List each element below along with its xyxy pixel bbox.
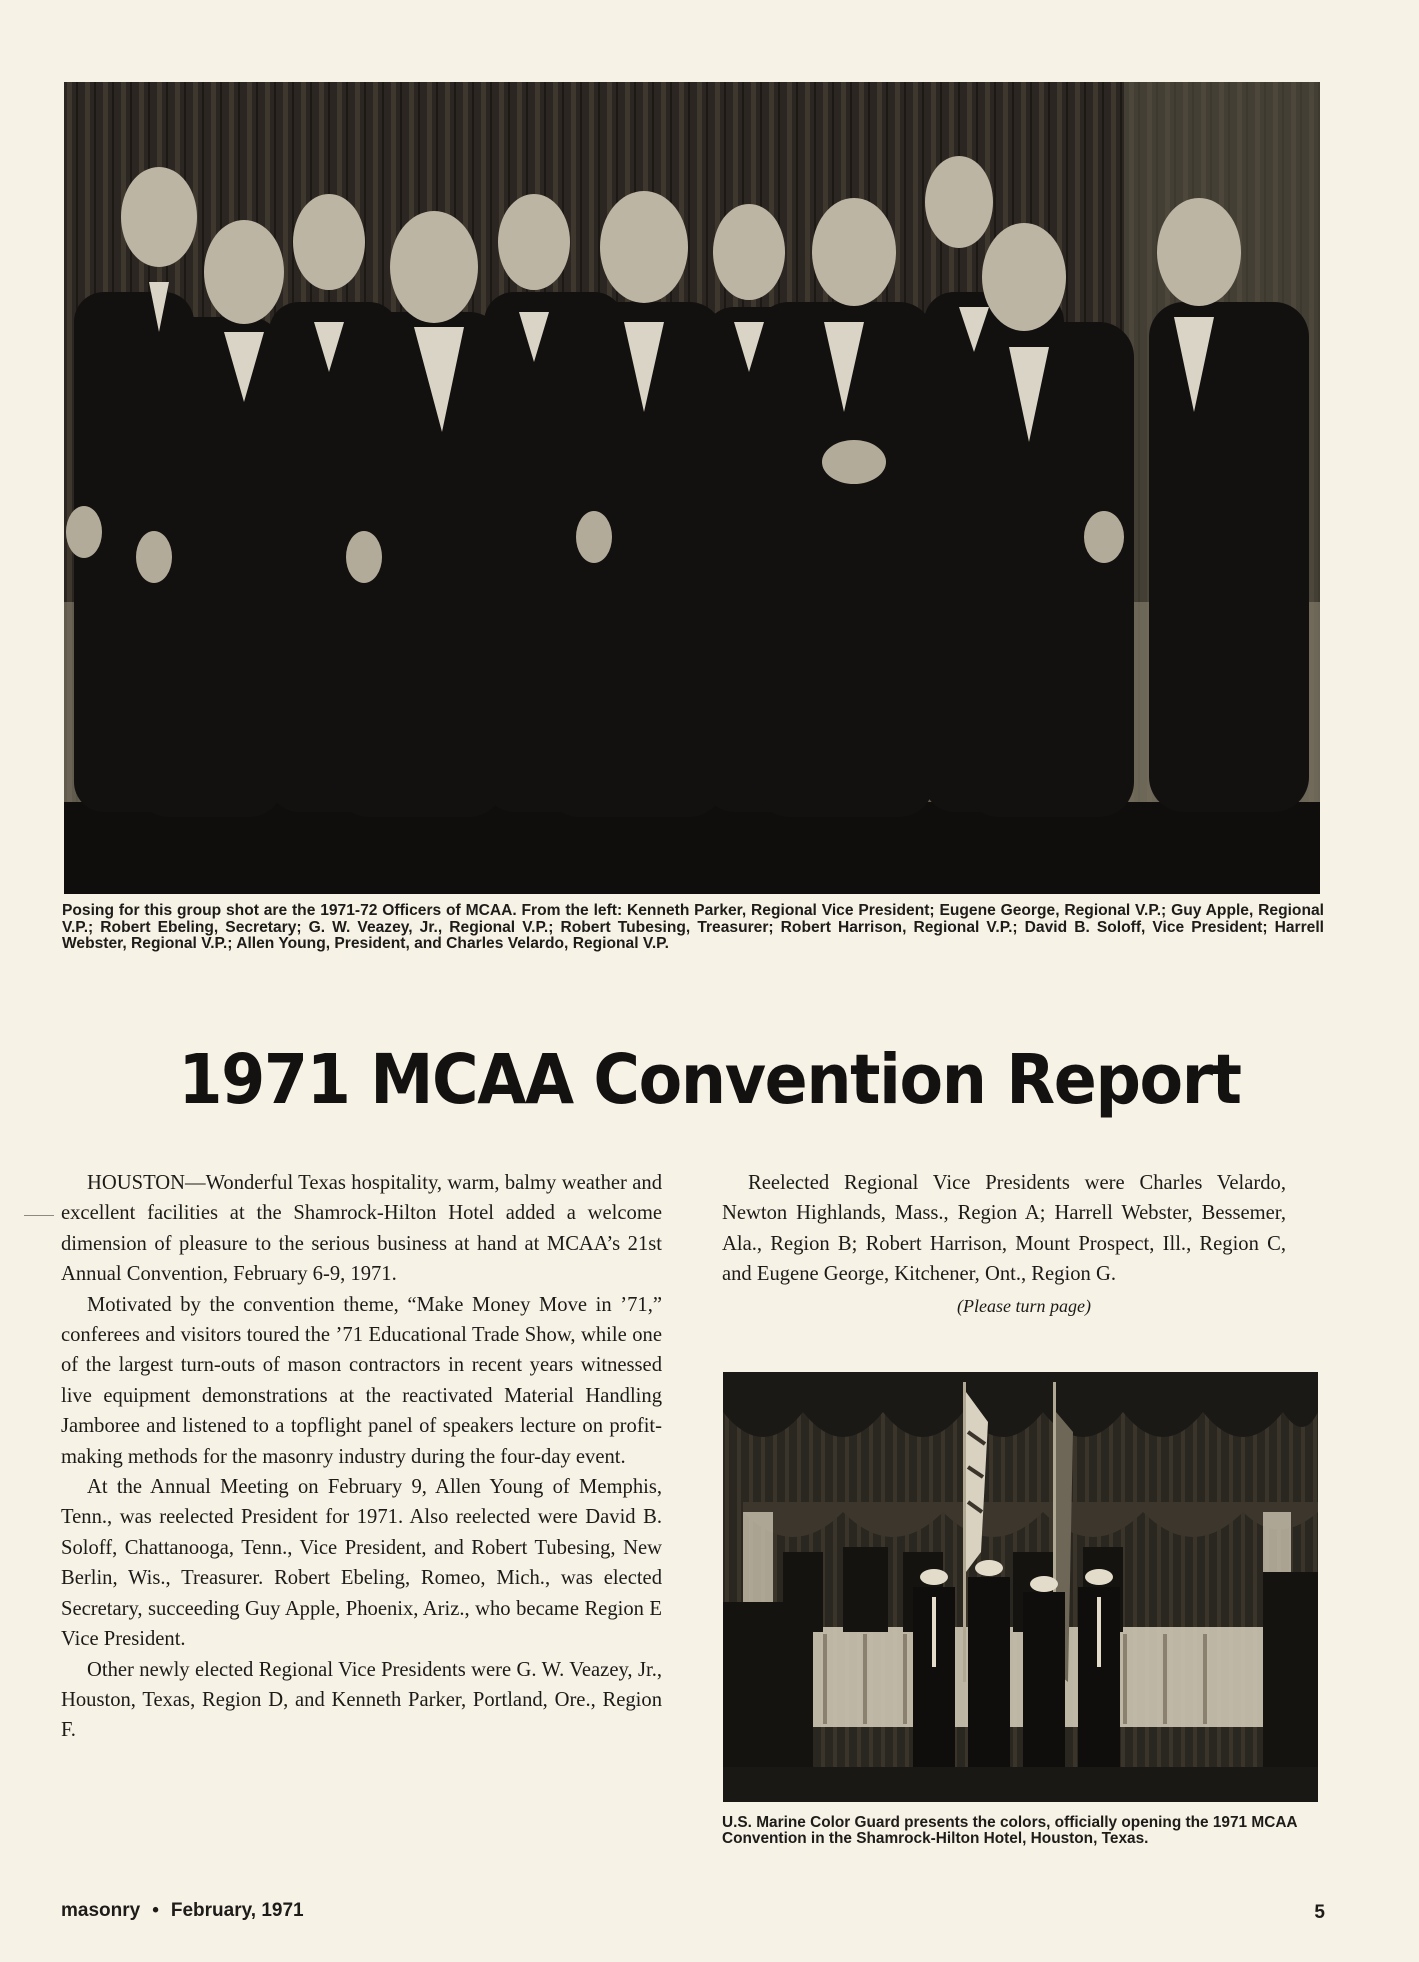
- officers-photo-illustration: [64, 82, 1320, 894]
- issue-date: February, 1971: [170, 1900, 304, 1921]
- article-paragraph: Motivated by the convention theme, “Make Money Move in ’71,” conferees and visitors toured the ’71 Educational Trade Show, while one of the largest turn-outs of mason contractors in recent years witnessed live equipment demonstrations at the reactivated Material Handling Jamboree and listened to a topflight panel of speakers lecture on profit-making methods for the masonry industry during the four-day event.: [61, 1293, 662, 1468]
- color-guard-photo-illustration: [723, 1372, 1318, 1802]
- publication-name: masonry: [61, 1900, 141, 1921]
- article-paragraph: Other newly elected Regional Vice Presidents were G. W. Veazey, Jr., Houston, Texas, Region D, and Kenneth Parker, Portland, Ore., Region F.: [61, 1658, 662, 1742]
- footer-separator: •: [152, 1900, 159, 1921]
- officers-group-photo: [64, 82, 1320, 894]
- top-photo-caption: Posing for this group shot are the 1971-72 Officers of MCAA. From the left: Kenneth Parker, Regional Vice President; Eugene George, Regional V.P.; Guy Apple, Regional V.P.; Robert Ebeling, Secretary; G. W. Veazey, Jr., Regional V.P.; Robert Tubesing, Treasurer; Robert Harrison, Regional V.P.; David B. Soloff, Vice President; Harrell Webster, Regional V.P.; Allen Young, President, and Charles Velardo, Regional V.P.: [62, 902, 1324, 952]
- bottom-photo-caption: U.S. Marine Color Guard presents the colors, officially opening the 1971 MCAA Convention in the Shamrock-Hilton Hotel, Houston, Texas.: [722, 1814, 1297, 1847]
- article-headline: 1971 MCAA Convention Report: [178, 1040, 1241, 1120]
- color-guard-photo: [723, 1372, 1318, 1802]
- footer-publication-line: [61, 1900, 304, 1922]
- article-left-column: [61, 1168, 662, 1746]
- continued-note: (Please turn page): [957, 1295, 1091, 1316]
- article-right-column: [722, 1168, 1286, 1321]
- article-paragraph: HOUSTON—Wonderful Texas hospitality, warm, balmy weather and excellent facilities at the Shamrock-Hilton Hotel added a welcome dimension of pleasure to the serious business at hand at MCAA’s 21st Annual Convention, February 6-9, 1971.: [61, 1172, 662, 1286]
- article-paragraph: Reelected Regional Vice Presidents were Charles Velardo, Newton Highlands, Mass., Region A; Harrell Webster, Bessemer, Ala., Region B; Robert Harrison, Mount Prospect, Ill., Region C, and Eugene George, Kitchener, Ont., Region G.: [722, 1172, 1286, 1286]
- margin-mark: [24, 1215, 54, 1216]
- page-number: 5: [1314, 1902, 1325, 1923]
- article-paragraph: At the Annual Meeting on February 9, Allen Young of Memphis, Tenn., was reelected President for 1971. Also reelected were David B. Soloff, Chattanooga, Tenn., Vice President, and Robert Tubesing, New Berlin, Wis., Treasurer. Robert Ebeling, Romeo, Mich., was elected Secretary, succeeding Guy Apple, Phoenix, Ariz., who became Region E Vice President.: [61, 1476, 662, 1651]
